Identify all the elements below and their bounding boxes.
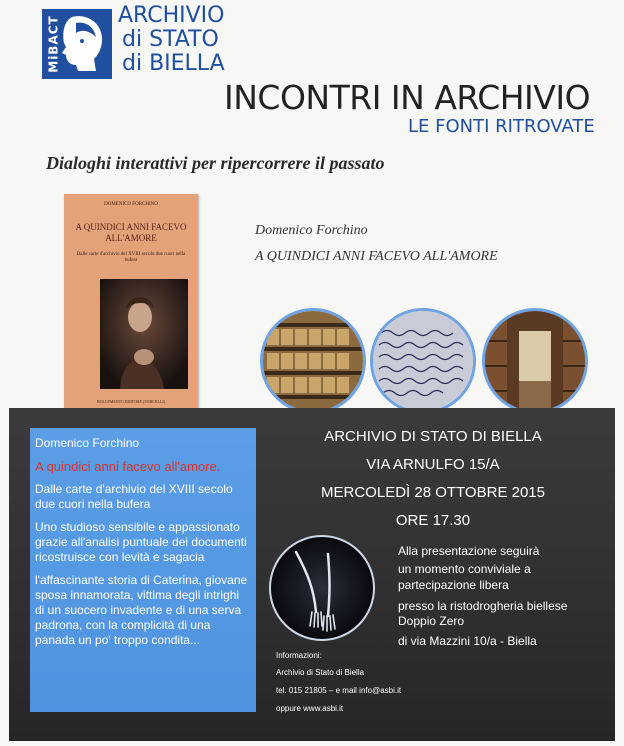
description-paragraph-2: Uno studioso sensibile e appassionato grazie all'analisi puntuale dei documenti ricostruisce con levità e sagacia bbox=[35, 520, 247, 564]
forks-image bbox=[268, 534, 376, 642]
aperitivo-line-1: Alla presentazione seguirà bbox=[398, 544, 540, 558]
aperitivo-line-4: presso la ristodrogheria biellese bbox=[398, 599, 568, 613]
cover-portrait-painting bbox=[100, 279, 188, 389]
aperitivo-line-5: Doppio Zero bbox=[398, 614, 465, 628]
logo-line-3: di BIELLA bbox=[122, 51, 225, 76]
logo-line-2: di STATO bbox=[122, 27, 219, 52]
tagline: Dialoghi interattivi per ripercorrere il passato bbox=[46, 153, 385, 173]
description-author: Domenico Forchino bbox=[35, 436, 140, 450]
event-date: MERCOLEDÌ 28 OTTOBRE 2015 bbox=[321, 484, 545, 501]
contacts-phone-email: tel. 015 21805 – e mail info@asbi.it bbox=[276, 686, 402, 695]
book-author: Domenico Forchino bbox=[255, 223, 368, 238]
mibact-label: MiBACT bbox=[46, 15, 61, 73]
event-address: VIA ARNULFO 15/A bbox=[366, 456, 500, 473]
description-paragraph-3: l'affascinante storia di Caterina, giovane sposa innamorata, vittima degli intrighi di un suocero invadente e di una serva padrona, con la complicità di una panada un po' troppo condita... bbox=[35, 573, 248, 647]
archive-room-image bbox=[485, 311, 585, 411]
photo-archive-shelves bbox=[260, 308, 366, 414]
description-title: A quindici anni facevo all'amore. bbox=[35, 459, 221, 474]
photo-manuscript bbox=[370, 308, 476, 414]
photo-archive-room bbox=[482, 308, 588, 414]
manuscript-image bbox=[373, 311, 473, 411]
book-description-box bbox=[30, 428, 256, 712]
logo-line-1: ARCHIVIO bbox=[118, 3, 225, 28]
contacts-label: Informazioni: bbox=[276, 651, 322, 660]
cover-subtitle: Dalle carte d'archivio del XVIII secolo due cuori nella bufera bbox=[76, 252, 186, 263]
aperitivo-line-6: di via Mazzini 10/a - Biella bbox=[398, 634, 537, 648]
aperitivo-line-2: un momento conviviale a bbox=[398, 562, 531, 576]
contacts-org: Archivio di Stato di Biella bbox=[276, 668, 365, 677]
description-paragraph-1: Dalle carte d'archivio del XVIII secolo due cuori nella bufera bbox=[35, 482, 233, 511]
contacts-website: oppure www.asbi.it bbox=[276, 704, 344, 713]
event-time: ORE 17.30 bbox=[395, 512, 471, 529]
archive-name bbox=[118, 4, 225, 76]
cover-author: DOMENICO FORCHINO bbox=[104, 202, 158, 207]
shelves-image bbox=[263, 311, 363, 411]
aperitivo-line-3: partecipazione libera bbox=[398, 578, 509, 592]
mibact-logo bbox=[42, 9, 112, 79]
cover-title: A QUINDICI ANNI FACEVO ALL'AMORE bbox=[75, 222, 187, 243]
cover-publisher: BOLLEMENTO EDITORE (VERCELLI) bbox=[96, 399, 166, 404]
event-series-title: INCONTRI IN ARCHIVIO bbox=[224, 78, 591, 117]
event-venue: ARCHIVIO DI STATO DI BIELLA bbox=[324, 428, 542, 445]
book-title: A QUINDICI ANNI FACEVO ALL'AMORE bbox=[255, 249, 498, 264]
event-series-subtitle: LE FONTI RITROVATE bbox=[408, 116, 595, 137]
book-cover bbox=[64, 194, 198, 422]
